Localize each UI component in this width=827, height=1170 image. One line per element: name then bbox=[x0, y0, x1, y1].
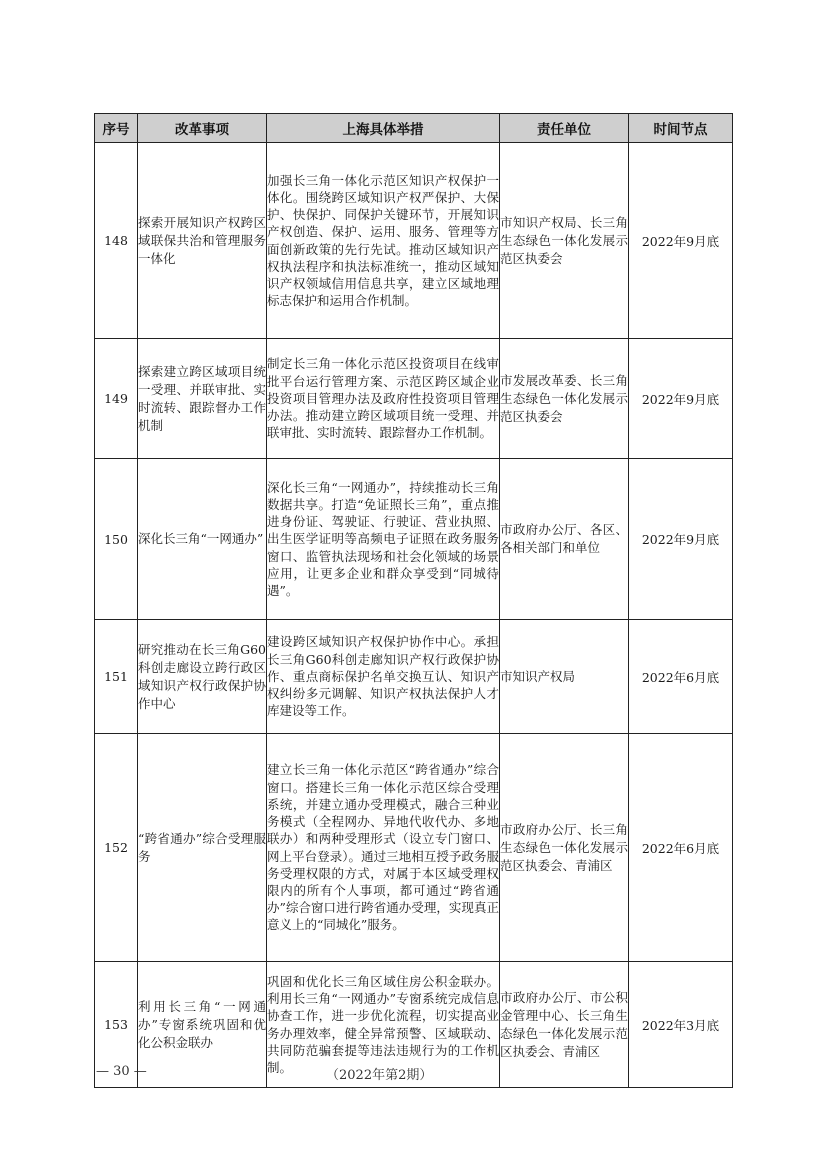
header-deadline: 时间节点 bbox=[629, 114, 733, 143]
deadline: 2022年9月底 bbox=[629, 459, 733, 620]
row-number: 151 bbox=[95, 620, 138, 734]
row-number: 149 bbox=[95, 339, 138, 459]
row-number: 152 bbox=[95, 734, 138, 962]
deadline: 2022年9月底 bbox=[629, 339, 733, 459]
header-responsible-unit: 责任单位 bbox=[500, 114, 629, 143]
table-row bbox=[95, 339, 733, 459]
header-measures: 上海具体举措 bbox=[267, 114, 500, 143]
deadline: 2022年3月底 bbox=[629, 962, 733, 1088]
issue-label: （2022年第2期） bbox=[326, 1068, 433, 1083]
table-header-row bbox=[95, 114, 733, 143]
measure-text: 建设跨区域知识产权保护协作中心。承担长三角G60科创走廊知识产权行政保护协作、重点商标保护名单交换互认、知识产权纠纷多元调解、知识产权执法保护人才库建设等工作。 bbox=[267, 620, 500, 734]
reform-item: 利用长三角“一网通办”专窗系统巩固和优化公积金联办 bbox=[138, 962, 267, 1088]
measure-text: 制定长三角一体化示范区投资项目在线审批平台运行管理方案、示范区跨区域企业投资项目管理办法及政府性投资项目管理办法。推动建立跨区域项目统一受理、并联审批、实时流转、跟踪督办工作机制。 bbox=[267, 339, 500, 459]
measure-text: 深化长三角“一网通办”，持续推动长三角数据共享。打造“免证照长三角”，重点推进身份证、驾驶证、行驶证、营业执照、出生医学证明等高频电子证照在政务服务窗口、监管执法现场和社会化领域的场景应用，让更多企业和群众享受到“同城待遇”。 bbox=[267, 459, 500, 620]
table-row bbox=[95, 459, 733, 620]
table-row bbox=[95, 143, 733, 339]
reform-item: 研究推动在长三角G60科创走廊设立跨行政区域知识产权行政保护协作中心 bbox=[138, 620, 267, 734]
reform-item: 深化长三角“一网通办” bbox=[138, 459, 267, 620]
deadline: 2022年9月底 bbox=[629, 143, 733, 339]
row-number: 148 bbox=[95, 143, 138, 339]
deadline: 2022年6月底 bbox=[629, 620, 733, 734]
table-row bbox=[95, 734, 733, 962]
responsible-unit: 市政府办公厅、长三角生态绿色一体化发展示范区执委会、青浦区 bbox=[500, 734, 629, 962]
measure-text: 巩固和优化长三角区域住房公积金联办。利用长三角“一网通办”专窗系统完成信息协查工作，进一步优化流程，切实提高业务办理效率，健全异常预警、区域联动、共同防范骗套提等违法违规行为的工作机制。 bbox=[267, 962, 500, 1088]
row-number: 153 bbox=[95, 962, 138, 1088]
responsible-unit: 市政府办公厅、市公积金管理中心、长三角生态绿色一体化发展示范区执委会、青浦区 bbox=[500, 962, 629, 1088]
responsible-unit: 市政府办公厅、各区、各相关部门和单位 bbox=[500, 459, 629, 620]
measure-text: 加强长三角一体化示范区知识产权保护一体化。围绕跨区域知识产权严保护、大保护、快保护、同保护关键环节，开展知识产权创造、保护、运用、服务、管理等方面创新政策的先行先试。推动区域知识产权执法程序和执法标准统一，推动区域知识产权领域信用信息共享，建立区域地理标志保护和运用合作机制。 bbox=[267, 143, 500, 339]
reform-item: “跨省通办”综合受理服务 bbox=[138, 734, 267, 962]
reform-item: 探索建立跨区域项目统一受理、并联审批、实时流转、跟踪督办工作机制 bbox=[138, 339, 267, 459]
reform-table bbox=[94, 113, 733, 1088]
header-reform-item: 改革事项 bbox=[138, 114, 267, 143]
responsible-unit: 市发展改革委、长三角生态绿色一体化发展示范区执委会 bbox=[500, 339, 629, 459]
reform-item: 探索开展知识产权跨区域联保共治和管理服务一体化 bbox=[138, 143, 267, 339]
deadline: 2022年6月底 bbox=[629, 734, 733, 962]
header-number: 序号 bbox=[95, 114, 138, 143]
page-number: — 30 — bbox=[96, 1064, 147, 1079]
responsible-unit: 市知识产权局 bbox=[500, 620, 629, 734]
row-number: 150 bbox=[95, 459, 138, 620]
measure-text: 建立长三角一体化示范区“跨省通办”综合窗口。搭建长三角一体化示范区综合受理系统，并建立通办受理模式，融合三种业务模式（全程网办、异地代收代办、多地联办）和两种受理形式（设立专门窗口、网上平台登录）。通过三地相互授予政务服务受理权限的方式，对属于本区域受理权限内的所有个人事项，都可通过“跨省通办”综合窗口进行跨省通办受理，实现真正意义上的“同城化”服务。 bbox=[267, 734, 500, 962]
table-row bbox=[95, 620, 733, 734]
responsible-unit: 市知识产权局、长三角生态绿色一体化发展示范区执委会 bbox=[500, 143, 629, 339]
